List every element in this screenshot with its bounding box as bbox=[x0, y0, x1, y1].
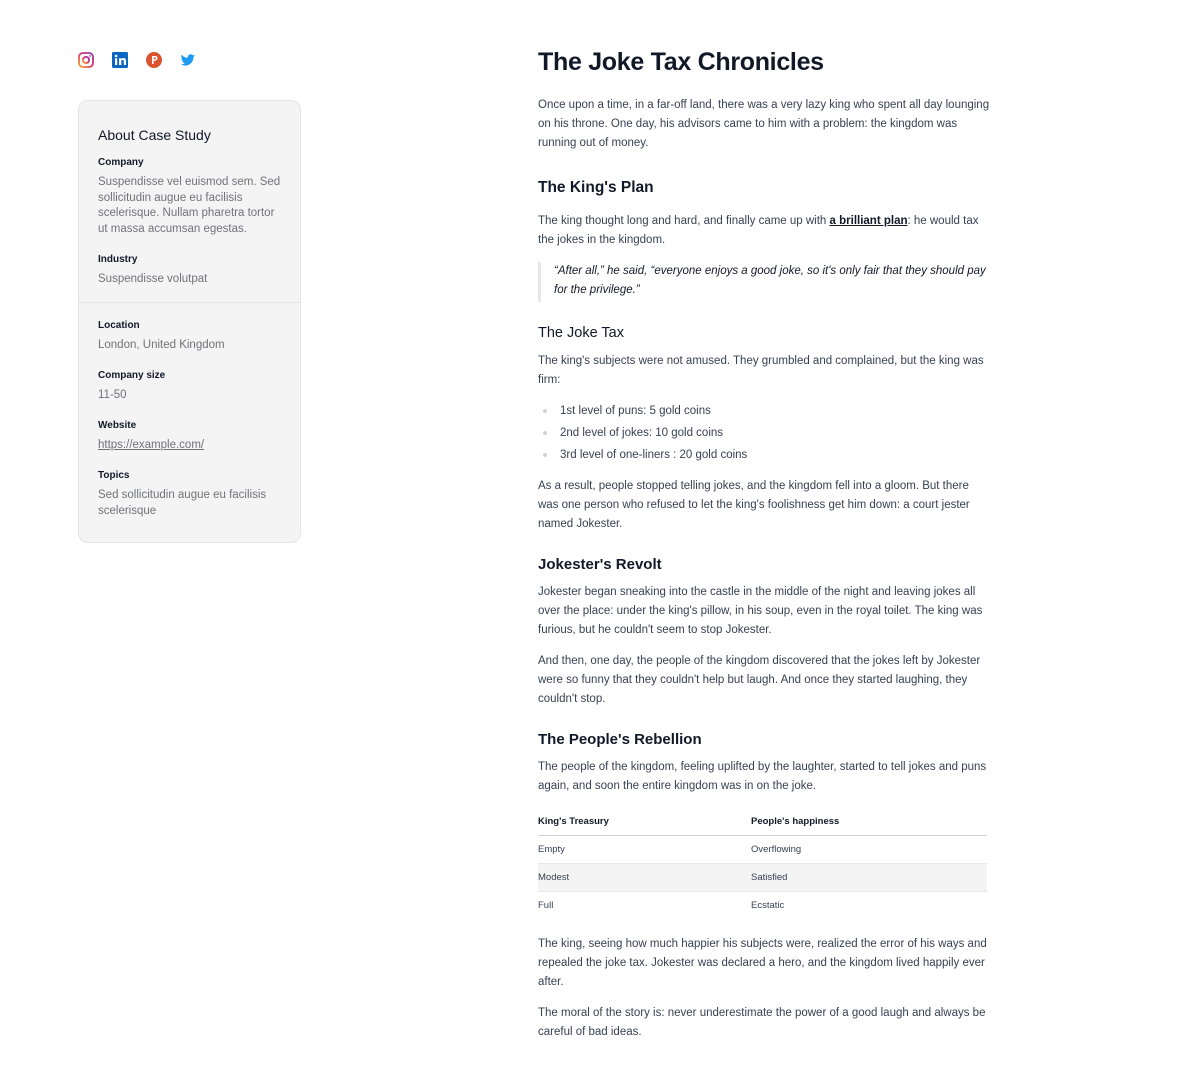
section-heading-plan: The King's Plan bbox=[538, 179, 654, 196]
plan-text-before: The king thought long and hard, and finally came up with bbox=[538, 215, 830, 227]
rebellion-paragraph: The people of the kingdom, feeling uplifted by the laughter, started to tell jokes and puns again, and soon the entire kingdom was in on the joke. bbox=[538, 761, 987, 792]
table-row bbox=[538, 892, 987, 920]
table-cell: Empty bbox=[538, 836, 751, 864]
company-label: Company bbox=[98, 157, 144, 168]
location-label: Location bbox=[98, 320, 140, 331]
website-label: Website bbox=[98, 420, 137, 431]
revolt-paragraph-2: And then, one day, the people of the kingdom discovered that the jokes left by Jokester were so funny that they couldn't help but laugh. And once they started laughing, they couldn't stop. bbox=[538, 655, 981, 705]
instagram-icon[interactable] bbox=[78, 52, 94, 68]
moral-paragraph: The moral of the story is: never underestimate the power of a good laugh and always be careful of bad ideas. bbox=[538, 1007, 986, 1038]
list-item: 3rd level of one-liners : 20 gold coins bbox=[538, 446, 988, 468]
section-heading-revolt: Jokester's Revolt bbox=[538, 556, 662, 573]
linkedin-icon[interactable] bbox=[112, 52, 128, 68]
website-link[interactable]: https://example.com/ bbox=[98, 439, 205, 451]
table-row bbox=[538, 836, 987, 864]
table-header-row bbox=[538, 808, 987, 836]
table-cell: Modest bbox=[538, 864, 751, 892]
topics-value: Sed sollicitudin augue eu facilisis scelerisque bbox=[98, 489, 267, 517]
result-paragraph: As a result, people stopped telling jokes, and the kingdom fell into a gloom. But there was one person who refused to let the king's foolishness get him down: a court jester named Jokester. bbox=[538, 480, 970, 530]
industry-value: Suspendisse volutpat bbox=[98, 273, 208, 285]
ending-paragraph: The king, seeing how much happier his subjects were, realized the error of his ways and repealed the joke tax. Jokester was declared a hero, and the kingdom lived happily ever after. bbox=[538, 938, 987, 988]
twitter-icon[interactable] bbox=[180, 52, 196, 68]
section-heading-joke-tax: The Joke Tax bbox=[538, 325, 624, 341]
company-size-label: Company size bbox=[98, 370, 166, 381]
intro-paragraph: Once upon a time, in a far-off land, there was a very lazy king who spent all day lounging on his throne. One day, his advisors came to him with a problem: the kingdom was running out of money. bbox=[538, 99, 990, 149]
king-quote: “After all,” he said, “everyone enjoys a good joke, so it's only fair that they should pay for the privilege.” bbox=[538, 262, 988, 302]
table-cell: Overflowing bbox=[751, 836, 987, 864]
joke-tax-paragraph: The king's subjects were not amused. They grumbled and complained, but the king was firm: bbox=[538, 355, 984, 386]
article-title: The Joke Tax Chronicles bbox=[538, 48, 824, 76]
revolt-paragraph-1: Jokester began sneaking into the castle in the middle of the night and leaving jokes all over the place: under the king's pillow, in his soup, even in the royal toilet. The king was furious, but he couldn't seem to stop Jokester. bbox=[538, 586, 983, 636]
company-value: Suspendisse vel euismod sem. Sed sollicitudin augue eu facilisis scelerisque. Nullam pharetra tortor ut massa accumsan egestas. bbox=[98, 176, 281, 235]
table-cell: Full bbox=[538, 900, 554, 911]
list-item: 1st level of puns: 5 gold coins bbox=[538, 402, 988, 424]
social-links bbox=[78, 52, 196, 68]
table-cell: Satisfied bbox=[751, 864, 987, 892]
table-header-treasury: King's Treasury bbox=[538, 808, 751, 836]
case-study-card bbox=[78, 100, 301, 543]
card-divider bbox=[79, 302, 300, 303]
table-cell: Ecstatic bbox=[751, 900, 785, 911]
topics-label: Topics bbox=[98, 470, 130, 481]
tax-list bbox=[538, 402, 988, 468]
industry-label: Industry bbox=[98, 254, 138, 265]
plan-paragraph bbox=[538, 212, 990, 250]
location-value: London, United Kingdom bbox=[98, 339, 225, 351]
list-item: 2nd level of jokes: 10 gold coins bbox=[538, 424, 988, 446]
plan-text-after: : he would tax the jokes in the kingdom. bbox=[538, 215, 979, 246]
company-size-value: 11-50 bbox=[98, 389, 127, 401]
producthunt-icon[interactable] bbox=[146, 52, 162, 68]
table-row bbox=[538, 864, 987, 892]
card-title: About Case Study bbox=[98, 127, 211, 143]
brilliant-plan-link[interactable]: a brilliant plan bbox=[829, 215, 908, 227]
treasury-table bbox=[538, 808, 987, 919]
table-header-happiness: People's happiness bbox=[751, 808, 987, 836]
section-heading-rebellion: The People's Rebellion bbox=[538, 731, 702, 748]
